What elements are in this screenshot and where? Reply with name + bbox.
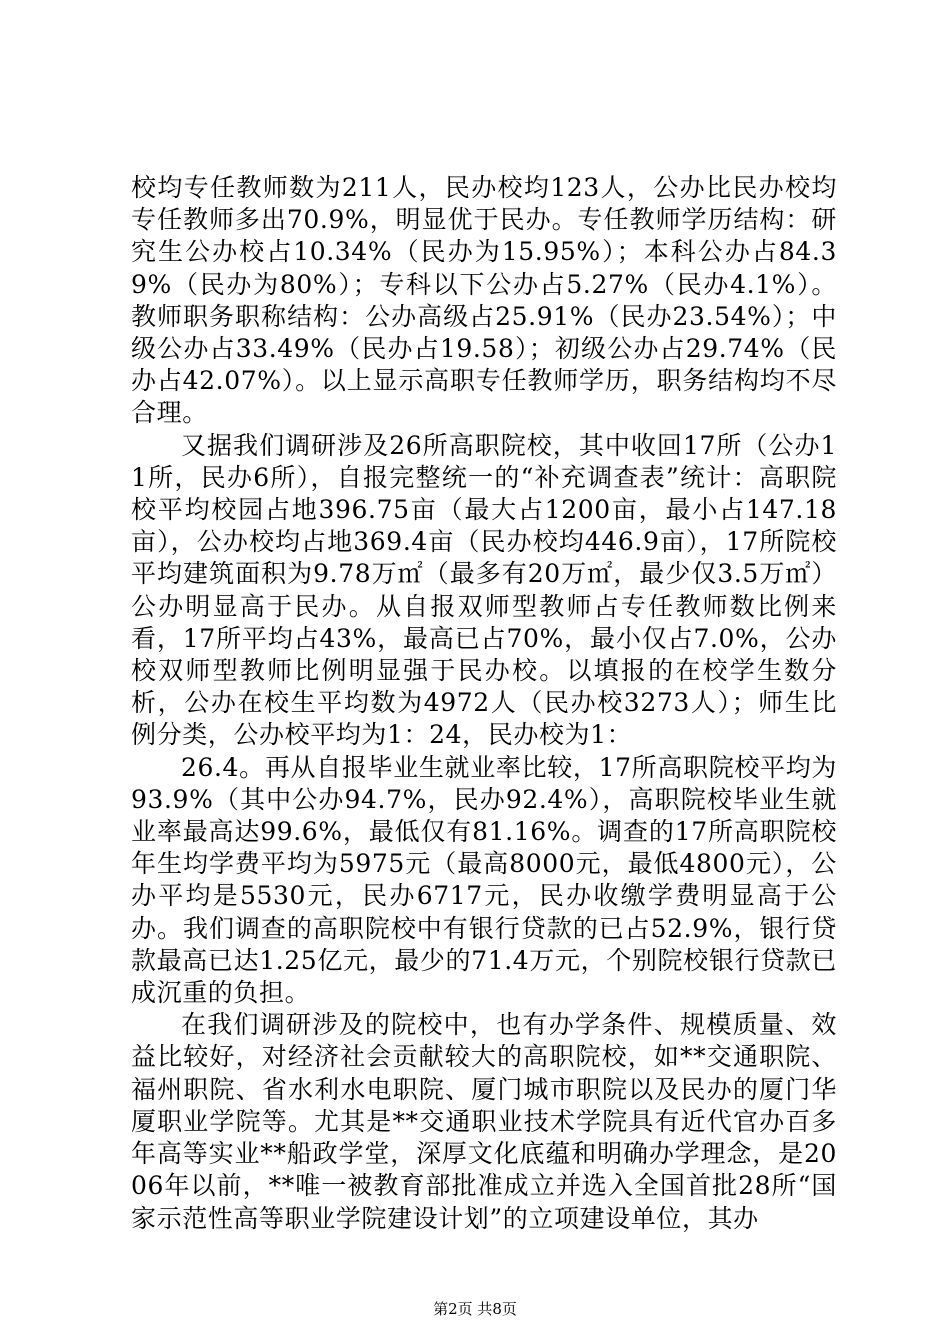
paragraph-3: 26.4。再从自报毕业生就业率比较，17所高职院校平均为93.9%（其中公办94.7%，民办92.4%），高职院校毕业生就业率最高达99.6%，最低仅有81.16%。调查的17所高职院校年生均学费平均为5975元（最高8000元，最低4800元），公办平均是5530元，民办6717元，民办收缴学费明显高于公办。我们调查的高职院校中有银行贷款的已占52.9%，银行贷款最高已达1.25亿元，最少的71.4万元，个别院校银行贷款已成沉重的负担。 (131, 752, 837, 1008)
body-text (131, 172, 837, 1235)
paragraph-1: 校均专任教师数为211人，民办校均123人，公办比民办校均专任教师多出70.9%，明显优于民办。专任教师学历结构：研究生公办校占10.34%（民办为15.95%）；本科公办占84.39%（民办为80%）；专科以下公办占5.27%（民办4.1%）。教师职务职称结构：公办高级占25.91%（民办23.54%）；中级公办占33.49%（民办占19.58）；初级公办占29.74%（民办占42.07%）。以上显示高职专任教师学历，职务结构均不尽合理。 (131, 173, 837, 428)
page-footer: 第2页 共8页 (433, 1300, 517, 1318)
paragraph-4: 在我们调研涉及的院校中，也有办学条件、规模质量、效益比较好，对经济社会贡献较大的高职院校，如**交通职院、福州职院、省水利水电职院、厦门城市职院以及民办的厦门华厦职业学院等。尤其是**交通职业技术学院具有近代官办百多年高等实业**船政学堂，深厚文化底蕴和明确办学理念，是2006年以前，**唯一被教育部批准成立并选入全国首批28所“国家示范性高等职业学院建设计划”的立项建设单位，其办 (131, 1010, 837, 1233)
paragraph-2: 又据我们调研涉及26所高职院校，其中收回17所（公办11所，民办6所），自报完整统一的“补充调查表”统计：高职院校平均校园占地396.75亩（最大占1200亩，最小占147.18亩），公办校均占地369.4亩（民办校均446.9亩），17所院校平均建筑面积为9.78万㎡（最多有20万㎡，最少仅3.5万㎡）公办明显高于民办。从自报双师型教师占专任教师数比例来看，17所平均占43%，最高已占70%，最小仅占7.0%，公办校双师型教师比例明显强于民办校。以填报的在校学生数分析，公办在校生平均数为4972人（民办校3273人）；师生比例分类，公办校平均为1：24，民办校为1： (131, 430, 837, 750)
